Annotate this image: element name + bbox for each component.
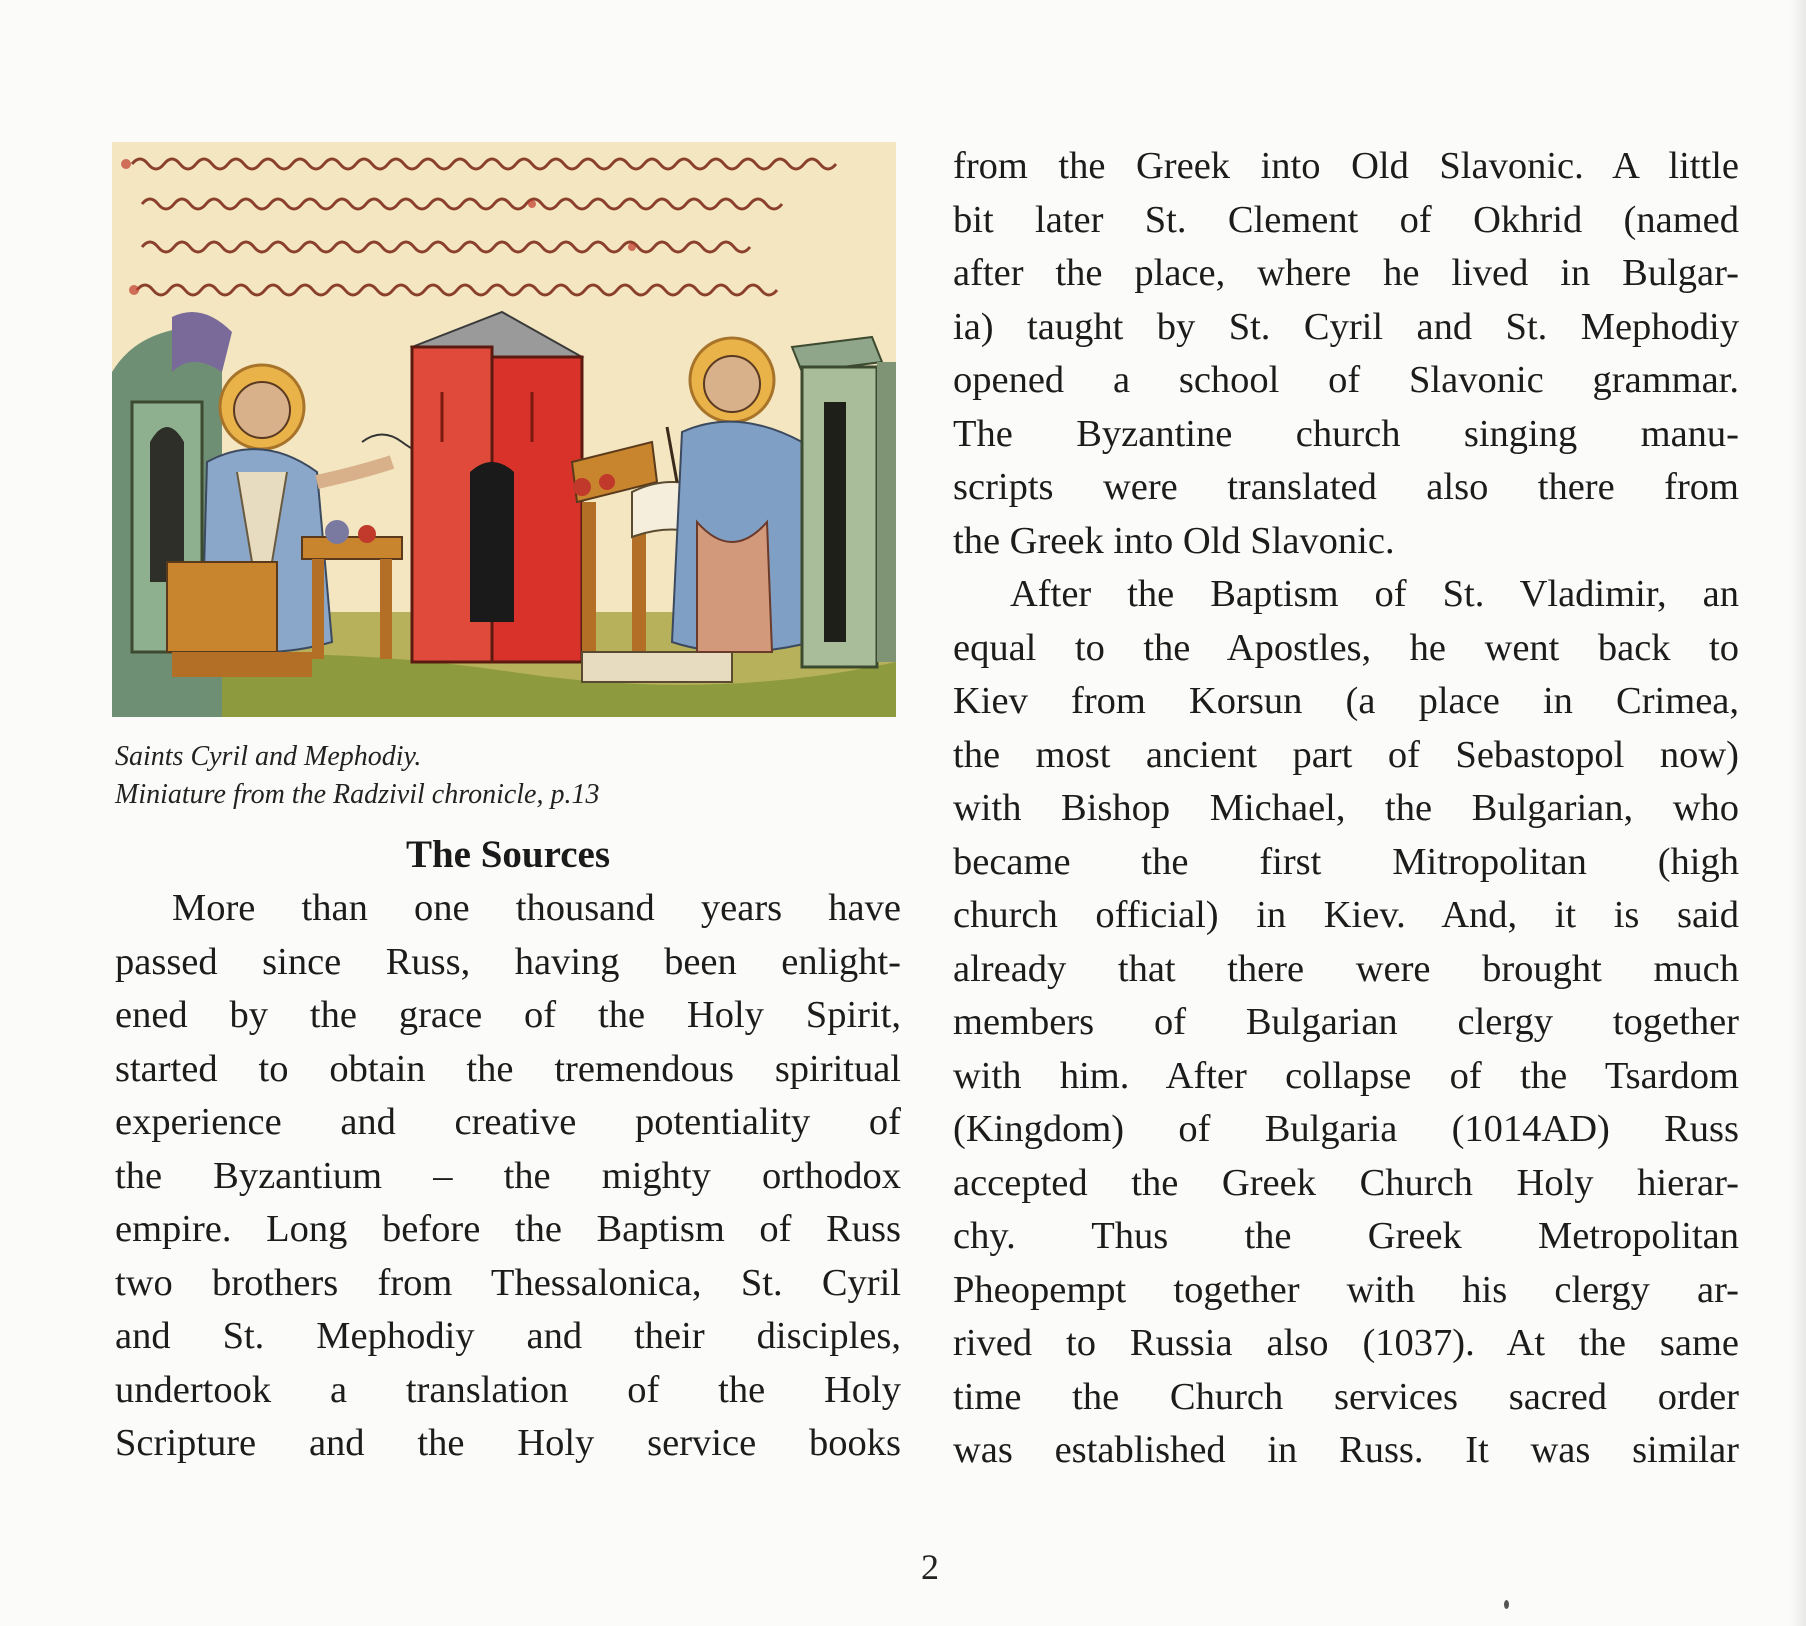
scan-speck (1504, 1600, 1509, 1609)
text-line: accepted the Greek Church Holy hierar- (953, 1161, 1739, 1204)
page-number: 2 (921, 1547, 939, 1587)
text-line: (Kingdom) of Bulgaria (1014AD) Russ (953, 1108, 1739, 1150)
section-heading: The Sources (405, 833, 611, 876)
text-line: undertook a translation of the Holy (115, 1368, 901, 1411)
text-line: from the Greek into Old Slavonic. A little (953, 145, 1739, 187)
miniature-illustration (112, 142, 896, 717)
text-line: and St. Mephodiy and their disciples, (115, 1315, 901, 1357)
text-line: church official) in Kiev. And, it is said (953, 894, 1739, 936)
text-line: ened by the grace of the Holy Spirit, (115, 994, 901, 1036)
text-line: started to obtain the tremendous spiritual (115, 1047, 901, 1090)
right-text-column (953, 140, 1739, 1478)
text-line: the Byzantium – the mighty orthodox (115, 1154, 901, 1197)
text-line: experience and creative potentiality of (115, 1101, 901, 1143)
text-line: chy. Thus the Greek Metropolitan (953, 1215, 1739, 1257)
text-line: opened a school of Slavonic grammar. (953, 359, 1739, 401)
caption-line: Saints Cyril and Mephodiy. (115, 741, 422, 772)
text-line: ia) taught by St. Cyril and St. Mephodiy (953, 305, 1739, 348)
text-line: After the Baptism of St. Vladimir, an (1010, 573, 1739, 615)
text-line: with Bishop Michael, the Bulgarian, who (953, 787, 1739, 829)
text-line: bit later St. Clement of Okhrid (named (953, 198, 1739, 241)
text-line: scripts were translated also there from (953, 466, 1739, 508)
text-line: The Byzantine church singing manu- (953, 412, 1739, 455)
text-line: Pheopempt together with his clergy ar- (953, 1268, 1739, 1311)
miniature-painting (112, 142, 896, 717)
text-line: Kiev from Korsun (a place in Crimea, (953, 680, 1739, 722)
text-line: rived to Russia also (1037). At the same (953, 1322, 1739, 1364)
text-line: members of Bulgarian clergy together (953, 1001, 1739, 1043)
text-line: equal to the Apostles, he went back to (953, 626, 1739, 669)
text-line: Scripture and the Holy service books (115, 1422, 901, 1464)
text-line: was established in Russ. It was similar (953, 1429, 1739, 1471)
text-line: became the first Mitropolitan (high (953, 840, 1739, 883)
right-tower (792, 337, 896, 667)
text-line: time the Church services sacred order (953, 1375, 1739, 1418)
text-line: two brothers from Thessalonica, St. Cyril (115, 1261, 901, 1304)
text-line: passed since Russ, having been enlight- (115, 940, 901, 983)
text-line: with him. After collapse of the Tsardom (953, 1054, 1739, 1097)
red-tower (412, 312, 582, 662)
caption-line: Miniature from the Radzivil chronicle, p.13 (115, 779, 600, 810)
text-line: already that there were brought much (953, 947, 1739, 990)
text-line: empire. Long before the Baptism of Russ (115, 1208, 901, 1250)
text-line: the Greek into Old Slavonic. (953, 519, 1395, 562)
illustration-caption (115, 738, 895, 814)
left-text-column (115, 882, 901, 1471)
text-line: the most ancient part of Sebastopol now) (953, 733, 1739, 776)
text-line: More than one thousand years have (172, 887, 901, 929)
text-line: after the place, where he lived in Bulgar- (953, 252, 1739, 294)
page-edge-shadow (1790, 0, 1806, 1626)
